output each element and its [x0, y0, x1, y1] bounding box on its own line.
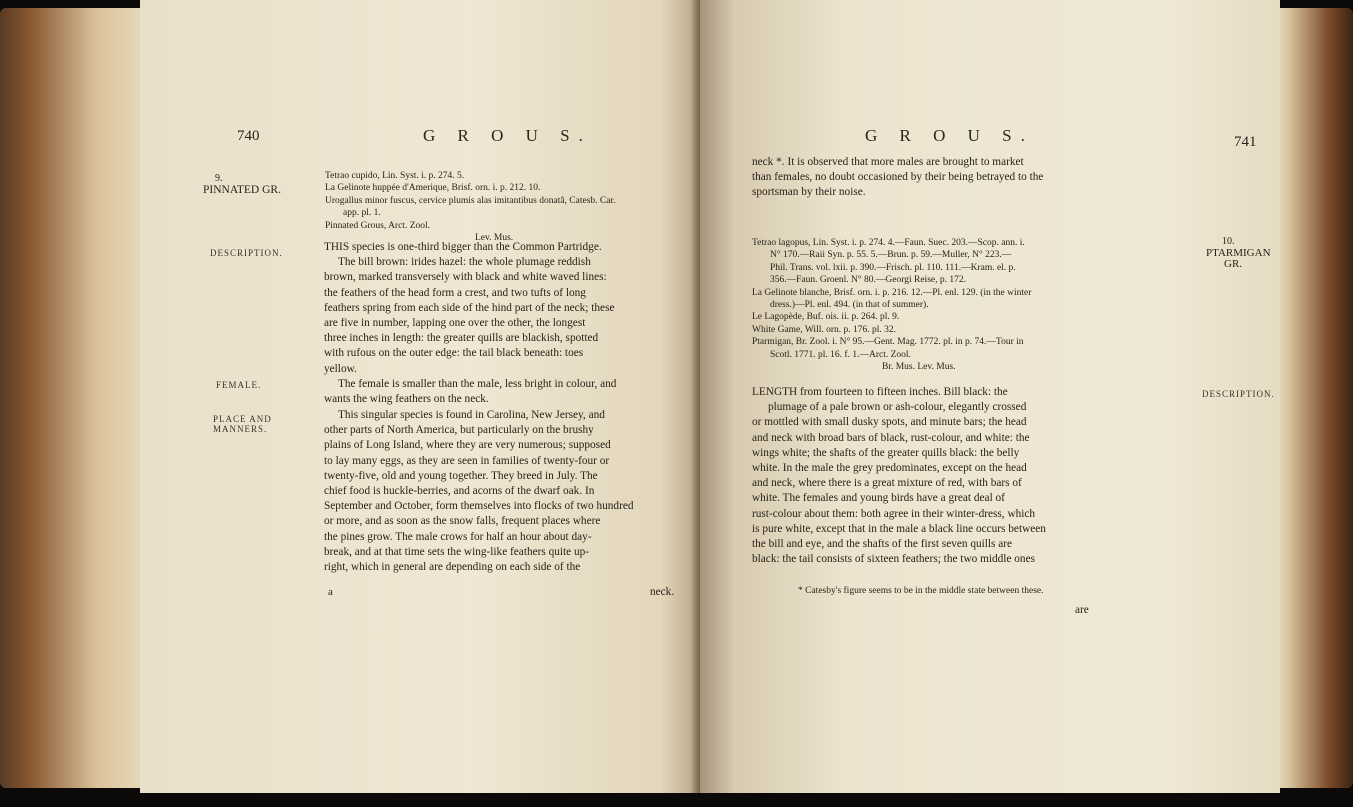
text-line: yellow.: [324, 362, 357, 375]
text-line: the feathers of the head form a crest, and two tufts of long: [324, 286, 586, 299]
species-number: 10.: [1222, 236, 1235, 247]
text-line: rust-colour about them: both agree in their winter-dress, which: [752, 507, 1036, 520]
page-number: 740: [237, 128, 260, 144]
text-line: The bill brown: irides hazel: the whole plumage reddish: [338, 256, 591, 269]
page-number: 741: [1234, 134, 1257, 150]
text-line: wings white; the shafts of the greater quills black: the belly: [752, 446, 1020, 459]
text-line: neck *. It is observed that more males are brought to market: [752, 156, 1024, 168]
catchword: are: [1075, 604, 1089, 616]
text-line: This singular species is found in Carolina, New Jersey, and: [338, 409, 605, 421]
text-line: and neck with broad bars of black, rust-colour, and white: the: [752, 431, 1030, 444]
synonym-line: Br. Mus. Lev. Mus.: [882, 362, 956, 373]
text-line: the bill and eye, and the shafts of the first seven quills are: [752, 538, 1013, 551]
text-line: and neck, where there is a great mixture of red, with bars of: [752, 477, 1022, 490]
synonym-line: Tetrao lagopus, Lin. Syst. i. p. 274. 4.—Faun. Suec. 203.—Scop. ann. i.: [752, 238, 1025, 248]
margin-description: DESCRIPTION.: [210, 248, 283, 258]
book-edge-right: [1273, 8, 1353, 788]
synonym-line: N° 170.—Raii Syn. p. 55. 5.—Brun. p. 59.—Muller, N° 223.—: [770, 250, 1012, 261]
text-line: brown, marked transversely with black and white waved lines:: [324, 271, 607, 284]
margin-description: DESCRIPTION.: [1202, 389, 1275, 399]
synonym-line: Lev. Mus.: [475, 233, 514, 244]
signature-mark: a: [328, 586, 333, 598]
text-line: the pines grow. The male crows for half an hour about day-: [324, 530, 592, 543]
text-line: white. The females and young birds have a great deal of: [752, 492, 1005, 505]
species-number: 9.: [215, 173, 223, 184]
right-page: [700, 0, 1280, 793]
running-head: G R O U S.: [865, 126, 1034, 145]
description-text: [324, 240, 690, 377]
text-line: plumage of a pale brown or ash-colour, elegantly crossed: [768, 401, 1027, 414]
intro-text: [752, 155, 1192, 201]
text-line: three inches in length: the greater quills are blackish, spotted: [324, 332, 599, 345]
text-line: or more, and as soon as the snow falls, frequent places where: [324, 515, 601, 528]
text-line: black: the tail consists of sixteen feathers; the two middle ones: [752, 553, 1035, 566]
synonym-line: Tetrao cupido, Lin. Syst. i. p. 274. 5.: [325, 171, 465, 181]
text-line: than females, no doubt occasioned by their being betrayed to the: [752, 171, 1044, 184]
species-name: PINNATED GR.: [203, 184, 281, 196]
text-line: are five in number, lapping one over the other, the longest: [324, 317, 586, 330]
text-line: September and October, form themselves into flocks of two hundred: [324, 500, 634, 513]
text-line: with rufous on the outer edge: the tail black beneath: toes: [324, 347, 584, 360]
description-text: [752, 385, 1192, 567]
synonym-line: app. pl. 1.: [343, 208, 381, 219]
text-line: feathers spring from each side of the hind part of the neck; these: [324, 301, 615, 314]
left-page: [140, 0, 700, 793]
female-text: [324, 377, 690, 407]
footnote: * Catesby's figure seems to be in the middle state between these.: [798, 586, 1044, 596]
running-head: G R O U S.: [423, 126, 592, 145]
text-line: plains of Long Island, where they are very numerous; supposed: [324, 439, 611, 452]
synonym-line: Ptarmigan, Br. Zool. i. N° 95.—Gent. Mag. 1772. pl. in p. 74.—Tour in: [752, 337, 1024, 348]
catchword: neck.: [650, 586, 675, 598]
text-line: twenty-five, old and young together. They breed in July. The: [324, 469, 598, 482]
species-name: PTARMIGAN: [1206, 247, 1271, 259]
text-line: or mottled with small dusky spots, and minute bars; the head: [752, 416, 1027, 429]
text-line: break, and at that time sets the wing-like feathers quite up-: [324, 545, 590, 558]
synonym-line: Urogallus minor fuscus, cervice plumis alas imitantibus donatâ, Catesb. Car.: [325, 195, 616, 206]
synonym-line: La Gelinote huppée d'Amerique, Brisf. orn. i. p. 212. 10.: [325, 183, 541, 194]
margin-female: FEMALE.: [216, 380, 262, 390]
text-line: other parts of North America, but particularly on the brushy: [324, 424, 594, 437]
text-line: white. In the male the grey predominates, except on the head: [752, 462, 1027, 475]
text-line: wants the wing feathers on the neck.: [324, 393, 489, 406]
synonymy: [325, 170, 685, 244]
synonymy: [752, 237, 1192, 373]
text-line: is pure white, except that in the male a black line occurs between: [752, 522, 1046, 535]
synonym-line: Pinnated Grous, Arct. Zool.: [325, 220, 431, 231]
margin-place: PLACE AND: [213, 414, 272, 424]
text-line: The female is smaller than the male, less bright in colour, and: [338, 378, 617, 390]
text-line: sportsman by their noise.: [752, 186, 866, 199]
synonym-line: dress.)—Pl. enl. 494. (in that of summer).: [770, 300, 929, 311]
synonym-line: White Game, Will. orn. p. 176. pl. 32.: [752, 324, 897, 335]
synonym-line: 356.—Faun. Groenl. N° 80.—Georgi Reise, p. 172.: [770, 275, 966, 286]
margin-manners: MANNERS.: [213, 424, 268, 434]
text-line: chief food is huckle-berries, and acorns of the dwarf oak. In: [324, 485, 595, 498]
synonym-line: Scotl. 1771. pl. 16. f. 1.—Arct. Zool.: [770, 349, 911, 360]
synonym-line: La Gelinote blanche, Brisf. orn. i. p. 216. 12.—Pl. enl. 129. (in the winter: [752, 287, 1032, 298]
book-edge-left: [0, 8, 160, 788]
species-name-suffix: GR.: [1224, 258, 1243, 270]
text-line: right, which in general are depending on each side of the: [324, 561, 581, 574]
synonym-line: Phil. Trans. vol. lxii. p. 390.—Frisch. pl. 110. 111.—Kram. el. p.: [770, 262, 1016, 273]
text-line: THIS species is one-third bigger than the Common Partridge.: [324, 241, 602, 253]
synonym-line: Le Lagopède, Buf. ois. ii. p. 264. pl. 9.: [752, 312, 900, 323]
text-line: to lay many eggs, as they are seen in families of twenty-four or: [324, 454, 610, 467]
place-text: [324, 408, 690, 575]
text-line: LENGTH from fourteen to fifteen inches. Bill black: the: [752, 386, 1008, 398]
